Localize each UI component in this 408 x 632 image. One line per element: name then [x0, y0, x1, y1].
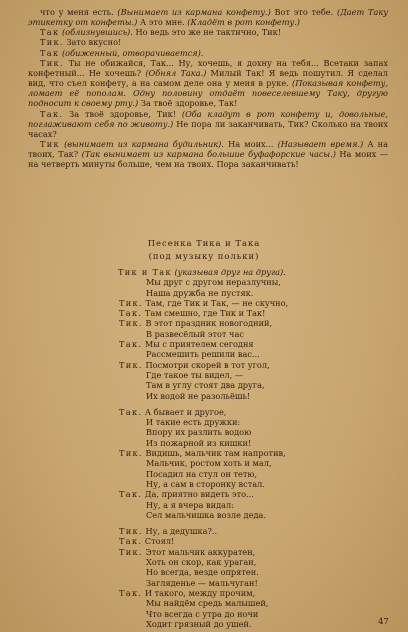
dialogue-text: Мы друг с другом неразлучны,: [146, 277, 281, 288]
stage-direction: (Вынимает из кармана конфету.): [117, 7, 271, 17]
speaker-name: Тик и Так: [118, 267, 172, 277]
dialogue-text: В развесёлый этот час: [146, 328, 244, 339]
verse-line: [0, 536, 408, 546]
stage-direction: (Кладёт в рот конфету.): [187, 17, 301, 28]
speaker-name: Так.: [40, 108, 64, 119]
verse-line: [0, 567, 408, 577]
stage-direction: (Оба кладут в рот конфету и, довольные, поглаживают себя по животу.): [28, 108, 388, 129]
verse-line: [0, 288, 408, 298]
dialogue-text: Вот это тебе.: [270, 7, 337, 17]
dialogue-text: Там в углу стоят два друга,: [146, 380, 265, 391]
speaker-name: Так.: [119, 339, 143, 350]
dialogue-text: Ну, а я вчера видал:: [146, 499, 234, 510]
dialogue-text: А это мне.: [137, 17, 188, 28]
verse-line: [0, 448, 408, 458]
stage-direction: (обиженный, отворачивается).: [61, 47, 204, 58]
dialogue-text: Стоял!: [142, 536, 175, 547]
dialogue-text: Видишь, мальчик там напротив,: [142, 448, 286, 459]
speaker-name: Тик.: [119, 297, 143, 308]
verse-line: [0, 609, 408, 619]
stage-direction: (Так вынимает из кармана большие буфафорские часы.): [81, 149, 336, 160]
prose-paragraph: [28, 27, 388, 37]
prose-paragraph: [28, 48, 388, 58]
prose-paragraph: [28, 139, 388, 169]
speaker-name: Так.: [119, 489, 143, 500]
dialogue-text: Их водой не разольёшь!: [146, 390, 251, 401]
dialogue-text: Посмотри скорей в тот угол,: [142, 359, 270, 370]
verse-line: [0, 267, 408, 277]
speaker-name: Так: [40, 27, 60, 38]
dialogue-text: Впору их разлить водою: [146, 427, 252, 438]
dialogue-text: Но ведь это же не тактично, Тик!: [132, 27, 282, 38]
dialogue-text: Посадил на стул он тетю,: [146, 468, 258, 479]
speaker-name: Тик.: [119, 448, 143, 459]
stage-direction: (Обнял Така.): [145, 67, 207, 78]
speaker-name: Так.: [119, 308, 143, 319]
dialogue-text: Загляденье — мальчуган!: [146, 577, 258, 588]
dialogue-text: И такого, между прочим,: [142, 587, 256, 598]
dialogue-text: В этот праздник новогодний,: [142, 318, 273, 329]
verse-line: [0, 489, 408, 499]
verse-line: [0, 458, 408, 468]
dialogue-text: Не пора ли заканчивать, Тик? Сколько на твоих часах?: [28, 118, 388, 139]
stage-direction: (облизнувшись).: [61, 27, 133, 38]
dialogue-text: Да, приятно видеть это...: [142, 489, 254, 500]
speaker-name: Так.: [119, 536, 143, 547]
dialogue-text: Наша дружба не пустяк.: [146, 287, 254, 298]
speaker-name: Так.: [119, 406, 143, 417]
speaker-name: Тик.: [119, 546, 143, 557]
song-verse: [0, 267, 408, 629]
dialogue-text: И такие есть дружки:: [146, 417, 241, 428]
verse-line: [0, 479, 408, 489]
verse-line: [0, 469, 408, 479]
dialogue-text: А на твоих, Так?: [28, 139, 389, 160]
stage-direction: (Называет время.): [277, 139, 364, 150]
speaker-name: Тик.: [40, 37, 64, 48]
dialogue-text: Ну, а дедушка?..: [142, 526, 218, 537]
dialogue-text: Милый Так! Я ведь пошутил. Я сделал вид, что съел конфету, а на самом деле она у меня в руке.: [28, 67, 388, 89]
prose-paragraph: [28, 109, 388, 139]
verse-line: [0, 329, 408, 339]
stage-direction: (Показывая конфету, ломает её пополам. Одну половину отдаёт повеселевшему Таку, другую подносит к своему рту.): [28, 78, 389, 109]
verse-line: [0, 391, 408, 401]
dialogue-text: Сел мальчишка возле деда.: [146, 509, 266, 520]
dialogue-text: А бывает и другое,: [142, 406, 227, 417]
dialogue-text: Но всегда, везде опрятен.: [146, 567, 259, 578]
verse-line: [0, 277, 408, 287]
page-number: 47: [378, 617, 389, 627]
dialogue-text: Мы с приятелем сегодня: [142, 339, 254, 350]
dialogue-text: Ты не обижайся, Так... Ну, хочешь, я дохну на тебя... Всетаки запах конфетный... Не хочешь?: [28, 57, 388, 78]
dialogue-text: Хоть он скор, как ураган,: [146, 557, 257, 568]
verse-line: [0, 578, 408, 588]
dialogue-text: что у меня есть.: [40, 7, 118, 17]
verse-line: [0, 557, 408, 567]
verse-line: [0, 318, 408, 328]
verse-line: [0, 417, 408, 427]
speaker-name: Тик: [40, 139, 60, 150]
dialogue-text: На моих...: [223, 139, 278, 150]
verse-line: [0, 510, 408, 520]
prose-paragraph: [28, 7, 388, 27]
verse-line: [0, 427, 408, 437]
dialogue-prose: [28, 7, 388, 170]
verse-line: [0, 407, 408, 417]
dialogue-text: За твоё здоровье, Так!: [138, 98, 238, 109]
stage-direction: (Дает Таку этикетку от конфеты.): [28, 7, 388, 28]
speaker-name: Тик.: [119, 318, 143, 329]
verse-line: [0, 349, 408, 359]
dialogue-text: На моих — на четверть минуты больше, чем на твоих. Пора заканчивать!: [28, 149, 388, 170]
verse-line: [0, 360, 408, 370]
dialogue-text: Что всегда с утра до ночи: [146, 608, 259, 619]
speaker-name: Тик.: [119, 526, 143, 537]
speaker-name: Тик.: [119, 359, 143, 370]
prose-paragraph: [28, 37, 388, 47]
dialogue-text: Ну, а сам в сторонку встал.: [146, 478, 265, 489]
verse-line: [0, 438, 408, 448]
stage-direction: (указывая друг на друга).: [174, 267, 286, 277]
dialogue-text: За твоё здоровье, Тик!: [63, 108, 182, 119]
speaker-name: Тик.: [40, 57, 64, 68]
dialogue-text: Ходит грязный до ушей.: [146, 618, 252, 629]
song-title: Песенка Тика и Така: [147, 238, 261, 248]
verse-line: [0, 380, 408, 390]
song-subtitle: (под музыку польки): [148, 251, 260, 261]
dialogue-text: Там смешно, где Тик и Так!: [142, 308, 266, 319]
dialogue-text: Где такое ты видел, —: [146, 369, 244, 380]
verse-line: [0, 298, 408, 308]
verse-line: [0, 370, 408, 380]
verse-line: [0, 526, 408, 536]
verse-line: [0, 339, 408, 349]
speaker-name: Так: [40, 47, 60, 58]
dialogue-text: Из пожарной из кишки!: [146, 437, 252, 448]
prose-paragraph: [28, 58, 388, 109]
verse-line: [0, 619, 408, 629]
verse-line: [0, 598, 408, 608]
dialogue-text: Рассмешить решили вас...: [146, 349, 260, 360]
verse-line: [0, 547, 408, 557]
stage-direction: (вынимает из кармана будильник).: [64, 139, 224, 150]
verse-line: [0, 500, 408, 510]
dialogue-text: Там, где Тик и Так, — не скучно,: [142, 297, 289, 308]
dialogue-text: Мальчик, ростом хоть и мал,: [146, 458, 272, 469]
speaker-name: Так.: [119, 587, 143, 598]
verse-line: [0, 308, 408, 318]
dialogue-text: Зато вкусно!: [63, 37, 122, 48]
verse-line: [0, 588, 408, 598]
dialogue-text: Мы найдём средь малышей,: [146, 598, 269, 609]
dialogue-text: Этот мальчик аккуратен,: [142, 546, 256, 557]
